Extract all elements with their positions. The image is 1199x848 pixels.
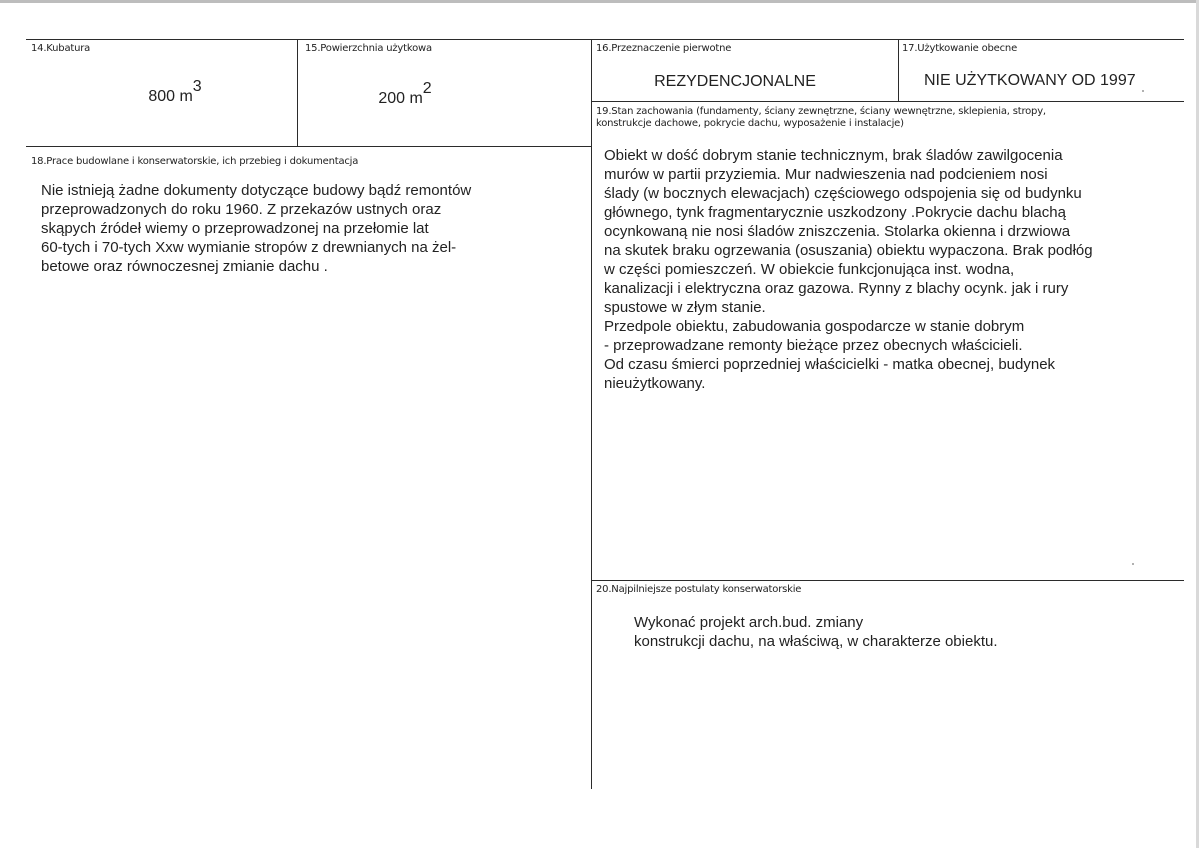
stan-label: 19.Stan zachowania (fundamenty, ściany zewnętrzne, ściany wewnętrzne, sklepienia, stropy, konstrukcje dachowe, pokrycie dachu, wyposażenie i instalacje)	[596, 106, 1046, 129]
grid-line-center	[591, 39, 592, 789]
prace-label: 18.Prace budowlane i konserwatorskie, ich przebieg i dokumentacja	[31, 156, 359, 167]
scan-speck	[1132, 563, 1134, 565]
uzytkowanie-value: NIE UŻYTKOWANY OD 1997	[924, 72, 1136, 89]
stan-line: - przeprowadzane remonty bieżące przez obecnych właścicieli.	[604, 337, 1023, 354]
postulaty-line: Wykonać projekt arch.bud. zmiany	[634, 614, 864, 631]
postulaty-text	[634, 613, 1174, 651]
prace-line: przeprowadzonych do roku 1960. Z przekazów ustnych oraz	[41, 201, 442, 218]
uzytkowanie-label: 17.Użytkowanie obecne	[902, 43, 1018, 54]
stan-line: Obiekt w dość dobrym stanie technicznym, brak śladów zawilgocenia	[604, 147, 1063, 164]
grid-line-row-19-20	[591, 580, 1184, 581]
stan-line: ślady (w bocznych elewacjach) częściowego odspojenia się od budynku	[604, 185, 1082, 202]
grid-line-row-16-19	[591, 101, 1184, 102]
prace-line: skąpych źródeł wiemy o przeprowadzonej na przełomie lat	[41, 220, 429, 237]
powierzchnia-value	[330, 79, 480, 108]
powierzchnia-number: 200 m	[378, 90, 423, 107]
stan-line: na skutek braku ogrzewania (osuszania) obiektu wypaczona. Brak podłóg	[604, 242, 1093, 259]
stan-line: kanalizacji i elektryczna oraz gazowa. Rynny z blachy ocynk. jak i rury	[604, 280, 1069, 297]
stan-line: nieużytkowany.	[604, 375, 706, 392]
postulaty-line: konstrukcji dachu, na właściwą, w charakterze obiektu.	[634, 633, 998, 650]
stan-line: ocynkowaną nie nosi śladów zniszczenia. Stolarka okienna i drzwiowa	[604, 223, 1071, 240]
kubatura-exponent: 3	[192, 77, 202, 95]
stan-text	[604, 146, 1179, 393]
prace-line: betowe oraz równoczesnej zmianie dachu .	[41, 258, 328, 275]
prace-line: Nie istnieją żadne dokumenty dotyczące budowy bądź remontów	[41, 182, 472, 199]
grid-line-top	[26, 39, 1184, 40]
powierzchnia-label: 15.Powierzchnia użytkowa	[305, 43, 432, 54]
scan-edge-top	[0, 0, 1199, 3]
przeznaczenie-label: 16.Przeznaczenie pierwotne	[596, 43, 732, 54]
grid-line-col-16-17	[898, 39, 899, 101]
postulaty-label: 20.Najpilniejsze postulaty konserwatorskie	[596, 584, 802, 595]
grid-line-row-14-18	[26, 146, 592, 147]
stan-line: spustowe w złym stanie.	[604, 299, 766, 316]
powierzchnia-exponent: 2	[422, 79, 432, 97]
kubatura-value	[100, 77, 250, 106]
prace-text	[41, 181, 581, 276]
stan-line: głównego, tynk fragmentarycznie uszkodzony .Pokrycie dachu blachą	[604, 204, 1066, 221]
kubatura-label: 14.Kubatura	[31, 43, 91, 54]
stan-line: murów w partii przyziemia. Mur nadwieszenia nad podcieniem nosi	[604, 166, 1048, 183]
prace-line: 60-tych i 70-tych Xxw wymianie stropów z drewnianych na żel-	[41, 239, 457, 256]
stan-line: Przedpole obiektu, zabudowania gospodarcze w stanie dobrym	[604, 318, 1025, 335]
stan-line: w części pomieszczeń. W obiekcie funkcjonująca inst. wodna,	[604, 261, 1015, 278]
scan-speck	[1142, 90, 1144, 92]
grid-line-col-14-15	[297, 39, 298, 146]
kubatura-number: 800 m	[148, 88, 193, 105]
stan-line: Od czasu śmierci poprzedniej właścicielki - matka obecnej, budynek	[604, 356, 1056, 373]
przeznaczenie-value: REZYDENCJONALNE	[654, 73, 816, 90]
